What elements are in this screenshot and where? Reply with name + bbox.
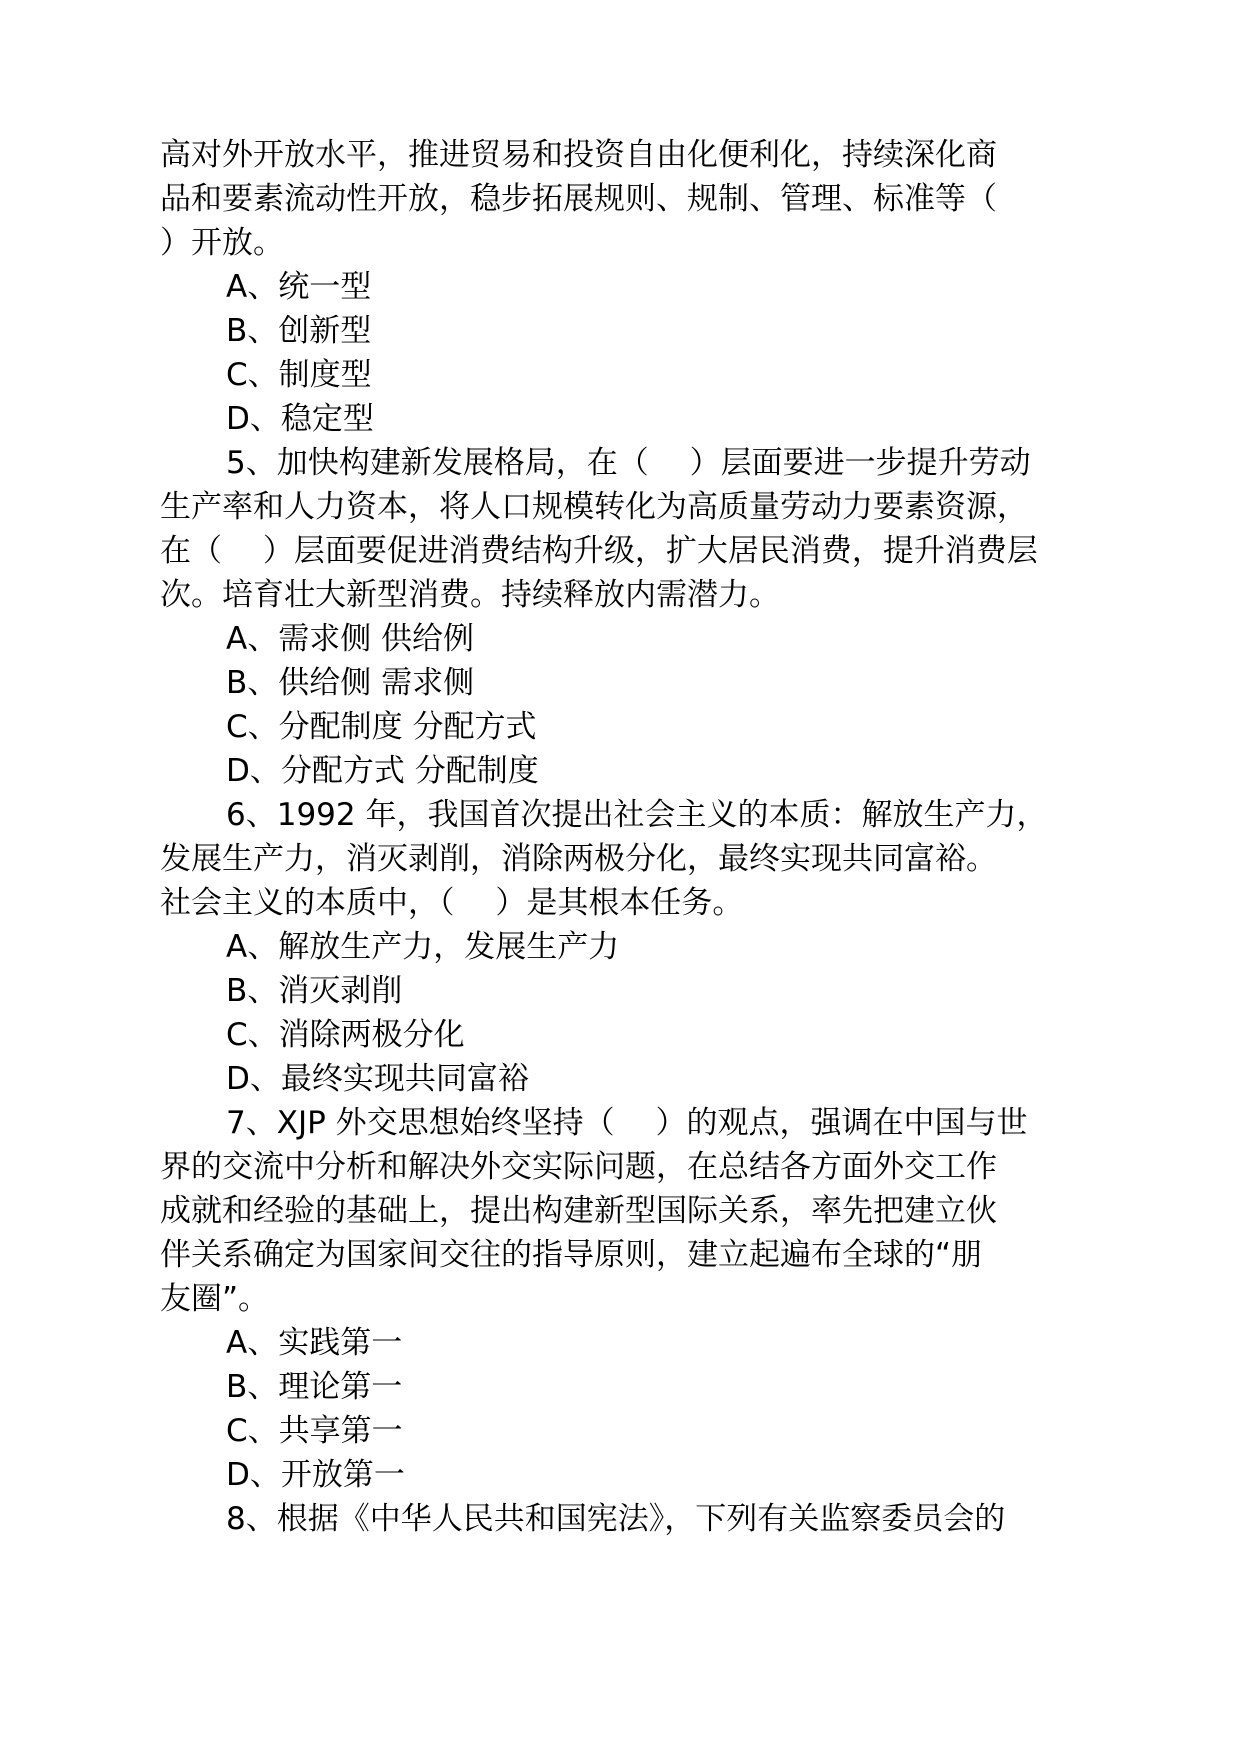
question-text-line: 次。培育壮大新型消费。持续释放内需潜力。	[160, 577, 780, 613]
question-text-line: 界的交流中分析和解决外交实际问题，在总结各方面外交工作	[160, 1149, 997, 1185]
option-b: B、创新型	[226, 313, 372, 349]
option-c: C、制度型	[226, 357, 372, 393]
option-c: C、分配制度 分配方式	[226, 709, 537, 745]
option-b: B、供给侧 需求侧	[226, 665, 475, 701]
question-text-line: 5、加快构建新发展格局，在（ ）层面要进一步提升劳动	[226, 445, 1031, 481]
option-a: A、解放生产力，发展生产力	[226, 929, 620, 965]
question-text-line: 发展生产力，消灭剥削，消除两极分化，最终实现共同富裕。	[160, 841, 997, 877]
question-text-line: 品和要素流动性开放，稳步拓展规则、规制、管理、标准等（	[160, 181, 997, 217]
question-text-line: 社会主义的本质中，（ ）是其根本任务。	[160, 885, 744, 921]
question-text-line: 友圈”。	[160, 1281, 270, 1317]
question-text-line: 伴关系确定为国家间交往的指导原则，建立起遍布全球的“朋	[160, 1237, 983, 1273]
question-text-line: 高对外开放水平，推进贸易和投资自由化便利化，持续深化商	[160, 137, 997, 173]
option-a: A、需求侧 供给例	[226, 621, 475, 657]
option-b: B、理论第一	[226, 1369, 403, 1405]
option-a: A、实践第一	[226, 1325, 403, 1361]
option-a: A、统一型	[226, 269, 372, 305]
option-d: D、稳定型	[226, 401, 374, 437]
option-b: B、消灭剥削	[226, 973, 403, 1009]
option-d: D、开放第一	[226, 1457, 405, 1493]
question-text-line: 成就和经验的基础上，提出构建新型国际关系，率先把建立伙	[160, 1193, 997, 1229]
option-d: D、分配方式 分配制度	[226, 753, 539, 789]
option-c: C、消除两极分化	[226, 1017, 465, 1053]
question-text-line: 生产率和人力资本，将人口规模转化为高质量劳动力要素资源，	[160, 489, 1028, 525]
question-text-line: 在（ ）层面要促进消费结构升级，扩大居民消费，提升消费层	[160, 533, 1038, 569]
question-text-line: 8、根据《中华人民共和国宪法》，下列有关监察委员会的	[226, 1501, 1006, 1537]
option-c: C、共享第一	[226, 1413, 403, 1449]
option-d: D、最终实现共同富裕	[226, 1061, 529, 1097]
question-text-line: ）开放。	[160, 225, 284, 261]
question-text-line: 6、1992 年，我国首次提出社会主义的本质：解放生产力，	[226, 797, 1048, 833]
question-text-line: 7、XJP 外交思想始终坚持（ ）的观点，强调在中国与世	[226, 1105, 1028, 1141]
